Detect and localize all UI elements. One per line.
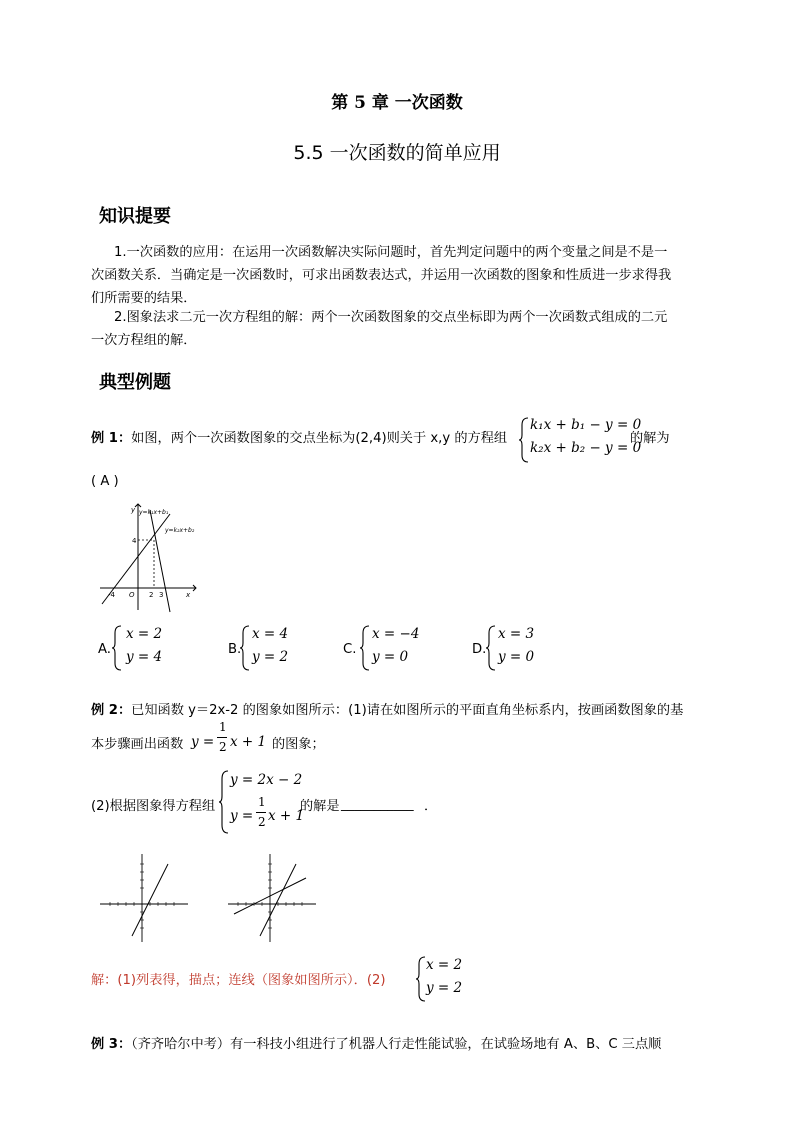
example2-graph-solution [226,852,318,944]
solution-l1: x = 2 [426,957,463,973]
example1-text: 如图，两个一次函数图象的交点坐标为(2,4)则关于 x,y 的方程组 [131,431,508,446]
example2-sys-frac-den: 2 [258,815,266,829]
graph-tick-3: 3 [159,591,164,599]
example2-func: y = [191,734,215,750]
example2-line3-start: (2)根据图象得方程组 [91,799,216,814]
example1-tail: 的解为 [630,431,670,446]
option-a-l2: y = 4 [126,649,163,665]
example1-statement [91,427,507,450]
graph-y-label: y [131,506,136,514]
example3-label: 例 3： [91,1037,132,1052]
knowledge-p2-line1: 2.图象法求二元一次方程组的解：两个一次函数图象的交点坐标即为两个一次函数式组成的二元 [114,310,668,325]
option-b-l1: x = 4 [252,626,289,642]
option-c-letter: C. [343,642,357,657]
option-d-l2: y = 0 [498,649,535,665]
graph-tick-y4: 4 [132,537,137,545]
solution-brace [416,956,426,1002]
line-y-2x-2 [132,864,168,936]
option-c-l2: y = 0 [372,649,409,665]
example2-answer-blank: ___________ [341,797,414,812]
option-c-l1: x = −4 [372,626,420,642]
graph-x-label: x [186,591,191,599]
example2-graph-given [98,852,190,944]
example1-eq2: k₂x + b₂ − y = 0 [530,440,642,456]
option-a-letter: A. [98,642,111,657]
example2-line2-end: 的图象； [272,737,325,752]
graph-tick-neg4: -4 [108,591,115,599]
example2-line3-mid: 的解是 [300,799,340,814]
example2-system-brace [219,770,229,834]
example2-func-tail: x + 1 [230,734,267,750]
example2-frac-num: 1 [219,720,227,734]
example3-line1 [91,1033,661,1056]
option-d-brace [486,625,496,671]
graph-tick-2: 2 [149,591,154,599]
knowledge-p1-line1: 1.一次函数的应用：在运用一次函数解决实际问题时，首先判定问题中的两个变量之间是不是一 [114,245,668,260]
option-b-brace [240,625,250,671]
section-title: 5.5 一次函数的简单应用 [293,142,501,164]
solution-l2: y = 2 [426,980,463,996]
knowledge-heading: 知识提要 [99,206,171,227]
example1-graph [98,500,198,615]
option-d-l1: x = 3 [498,626,535,642]
example2-line2-start: 本步骤画出函数 [91,737,184,752]
example1-label: 例 1： [91,431,132,446]
example2-label: 例 2： [91,703,132,718]
example3-text: （齐齐哈尔中考）有一科技小组进行了机器人行走性能试验，在试验场地有 A、B、C 三点顺 [131,1037,662,1052]
example2-frac-den: 2 [219,740,227,754]
graph-line1-label: y=k₁x+b₁ [139,509,169,516]
example2-sys-eq1: y = 2x − 2 [230,772,303,788]
example2-frac-bar [217,737,227,738]
knowledge-p1-line2: 次函数关系．当确定是一次函数时，可求出函数表达式，并运用一次函数的图象和性质进一步求得我 [91,268,672,283]
knowledge-p1-line3: 们所需要的结果． [91,291,197,306]
example1-eq1: k₁x + b₁ − y = 0 [530,417,642,433]
graph-origin: O [129,591,135,599]
examples-heading: 典型例题 [99,372,171,393]
line-y-2x-2 [260,864,296,936]
option-b-letter: B. [228,642,242,657]
knowledge-p2-line2: 一次方程组的解． [91,333,197,348]
example1-system-brace [519,417,529,463]
example1-answer: ( A ) [91,474,119,489]
example2-sys-frac-bar [256,812,266,813]
option-b-l2: y = 2 [252,649,289,665]
option-d-letter: D. [472,642,487,657]
option-c-brace [360,625,370,671]
example2-sys-eq2-pre: y = [230,808,254,824]
option-a-brace [112,625,122,671]
option-a-l1: x = 2 [126,626,163,642]
chapter-title: 第 5 章 一次函数 [331,93,463,113]
graph-line2-label: y=k₂x+b₂ [165,527,195,534]
example2-sys-frac-num: 1 [258,795,266,809]
example2-line1 [91,699,683,722]
example2-text1: 已知函数 y＝2x-2 的图象如图所示：(1)请在如图所示的平面直角坐标系内，按画函数图象的基 [131,703,684,718]
example2-line3-end: ． [424,799,438,814]
example2-solution: 解：(1)列表得，描点；连线（图象如图所示）．(2) [91,973,386,988]
example2-sys-eq2-post: x + 1 [268,808,305,824]
